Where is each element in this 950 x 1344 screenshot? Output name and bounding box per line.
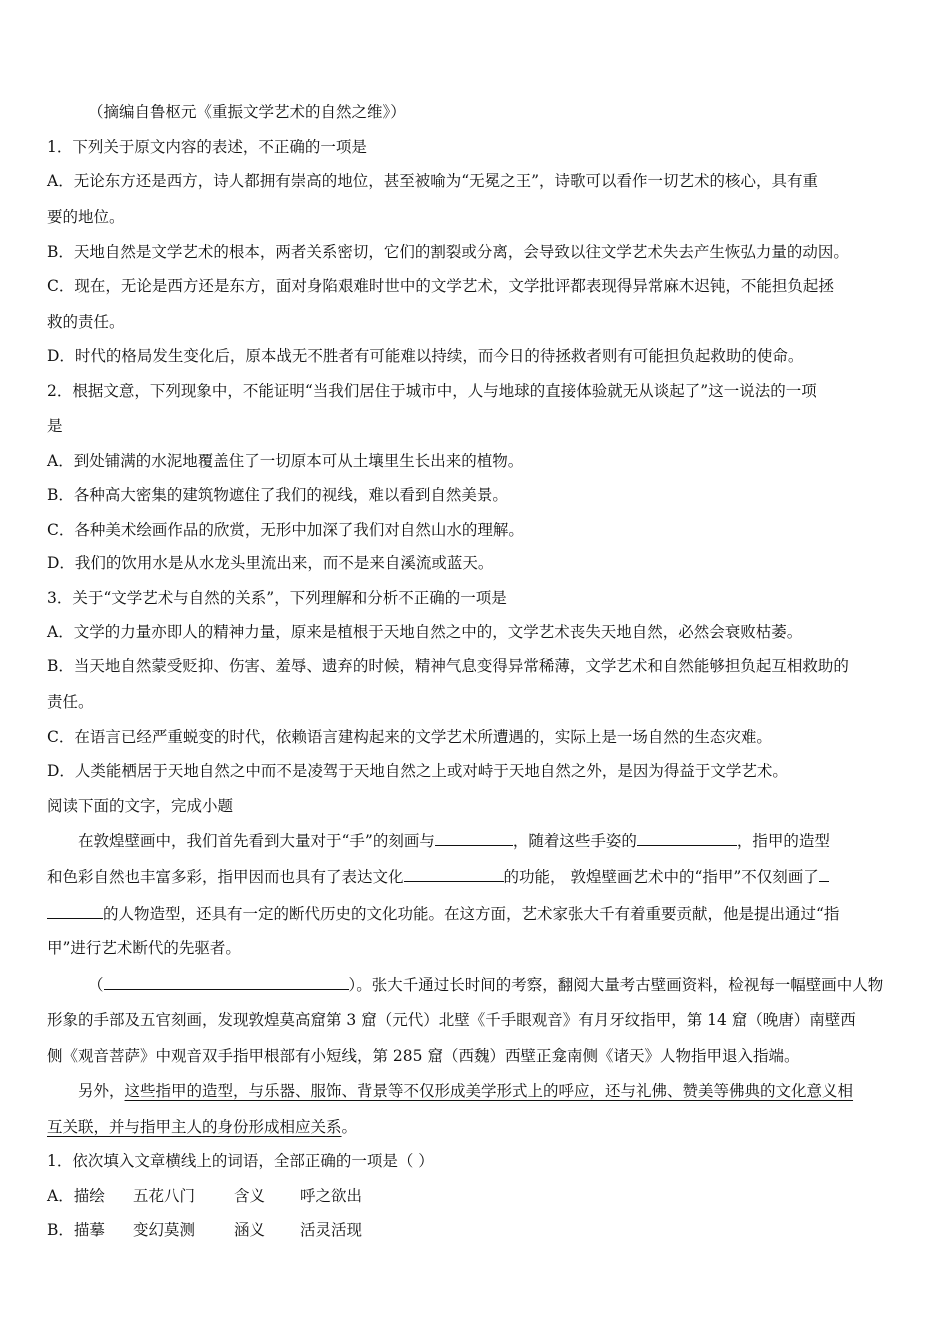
passage-p1-line1: [78, 829, 830, 851]
q1-option-a: A．无论东方还是西方，诗人都拥有崇高的地位，甚至被喻为“无冕之王”，诗歌可以看作一切艺术的核心，具有重: [47, 172, 819, 190]
q1-option-c-cont: 救的责任。: [47, 313, 125, 331]
q3-option-b: B．当天地自然蒙受贬抑、伤害、羞辱、遗弃的时候，精神气息变得异常稀薄，文学艺术和自然能够担负起互相救助的: [47, 657, 849, 675]
q3-option-b-cont: 责任。: [47, 693, 94, 711]
option-word: 涵义: [234, 1221, 266, 1239]
passage-p2-line3: 侧《观音菩萨》中观音双手指甲根部有小短线，第 285 窟（西魏）西壁正龛南侧《诸天》人物指甲退入指端。: [47, 1047, 800, 1065]
underlined-sentence: 这些指甲的造型，与乐器、服饰、背景等不仅形成美学形式上的呼应，还与礼佛、赞美等佛典的文化意义相: [124, 1082, 854, 1100]
subq1-option-b: [47, 1220, 362, 1240]
option-word: 含义: [234, 1187, 266, 1205]
underlined-sentence-cont: 互关联，并与指甲主人的身份形成相应关系: [47, 1118, 342, 1136]
passage-text: 在敦煌壁画中，我们首先看到大量对于“手”的刻画与: [78, 832, 435, 850]
source-citation: （摘编自鲁枢元《重振文学艺术的自然之维》）: [88, 103, 406, 121]
passage-text: 的人物造型，还具有一定的断代历史的文化功能。在这方面，艺术家张大千有着重要贡献，他是提出通过“指: [103, 905, 840, 923]
q2-stem: 2．根据文意，下列现象中，不能证明“当我们居住于城市中，人与地球的直接体验就无从谈起了”这一说法的一项: [47, 382, 817, 400]
passage-p2-line1: [88, 973, 883, 995]
passage-p1-line2: [47, 865, 829, 887]
q3-option-c: C．在语言已经严重蜕变的时代，依赖语言建构起来的文学艺术所遭遇的，实际上是一场自然的生态灾难。: [47, 728, 772, 746]
option-word: 五花八门: [133, 1187, 196, 1205]
option-word: 呼之欲出: [300, 1187, 363, 1205]
passage-text: ）。张大千通过长时间的考察，翻阅大量考古壁画资料，检视每一幅壁画中人物: [348, 976, 884, 994]
q2-option-a: A．到处铺满的水泥地覆盖住了一切原本可从土壤里生长出来的植物。: [47, 452, 524, 470]
subq1-stem: 1．依次填入文章横线上的词语，全部正确的一项是（ ）: [47, 1152, 434, 1170]
q1-option-c: C．现在，无论是西方还是东方，面对身陷艰难时世中的文学艺术，文学批评都表现得异常麻木迟钝，不能担负起拯: [47, 277, 834, 295]
passage-text: （: [88, 976, 104, 994]
q1-stem: 1．下列关于原文内容的表述，不正确的一项是: [47, 138, 367, 156]
fill-blank-4-end: [47, 902, 103, 919]
option-word: A．描绘: [47, 1187, 105, 1205]
q2-option-b: B．各种高大密集的建筑物遮住了我们的视线，难以看到自然美景。: [47, 486, 508, 504]
passage-text: ，随着这些手姿的: [512, 832, 637, 850]
q3-option-a: A．文学的力量亦即人的精神力量，原来是植根于天地自然之中的，文学艺术丧失天地自然，必然会衰败枯萎。: [47, 623, 803, 641]
q2-option-c: C．各种美术绘画作品的欣赏，无形中加深了我们对自然山水的理解。: [47, 521, 524, 539]
q2-option-d: D．我们的饮用水是从水龙头里流出来，而不是来自溪流或蓝天。: [47, 554, 494, 572]
fill-blank-3: [404, 865, 504, 882]
q2-stem-cont: 是: [47, 417, 63, 435]
subq1-option-a: [47, 1186, 362, 1206]
passage-text: 和色彩自然也丰富多彩，指甲因而也具有了表达文化: [47, 868, 404, 886]
fill-blank-2: [637, 829, 737, 846]
reading-instruction: 阅读下面的文字，完成小题: [47, 797, 234, 815]
fill-blank-sentence: [104, 973, 349, 990]
fill-blank-4-start: [819, 865, 829, 882]
option-word: 变幻莫测: [133, 1221, 196, 1239]
q1-option-b: B．天地自然是文学艺术的根本，两者关系密切，它们的割裂或分离，会导致以往文学艺术失去产生恢弘力量的动因。: [47, 243, 849, 261]
q3-stem: 3．关于“文学艺术与自然的关系”，下列理解和分析不正确的一项是: [47, 589, 507, 607]
q1-option-a-cont: 要的地位。: [47, 208, 125, 226]
option-word: 活灵活现: [300, 1221, 363, 1239]
passage-p1-line3: [47, 902, 839, 924]
passage-text: ，指甲的造型: [736, 832, 830, 850]
fill-blank-1: [435, 829, 513, 846]
q1-option-d: D．时代的格局发生变化后，原本战无不胜者有可能难以持续，而今日的待拯救者则有可能担负起救助的使命。: [47, 347, 804, 365]
passage-text: 的功能， 敦煌壁画艺术中的“指甲”不仅刻画了: [503, 868, 819, 886]
passage-text: 另外，: [78, 1082, 125, 1100]
passage-p3-line1: [78, 1081, 853, 1101]
passage-p1-line4: 甲”进行艺术断代的先驱者。: [47, 939, 241, 957]
passage-p2-line2: 形象的手部及五官刻画，发现敦煌莫高窟第 3 窟（元代）北壁《千手眼观音》有月牙纹指甲，第 14 窟（晚唐）南壁西: [47, 1011, 856, 1029]
passage-p3-line2: [47, 1117, 357, 1137]
q3-option-d: D．人类能栖居于天地自然之中而不是凌驾于天地自然之上或对峙于天地自然之外，是因为得益于文学艺术。: [47, 762, 788, 780]
option-word: B．描摹: [47, 1221, 105, 1239]
passage-text: 。: [341, 1118, 358, 1136]
